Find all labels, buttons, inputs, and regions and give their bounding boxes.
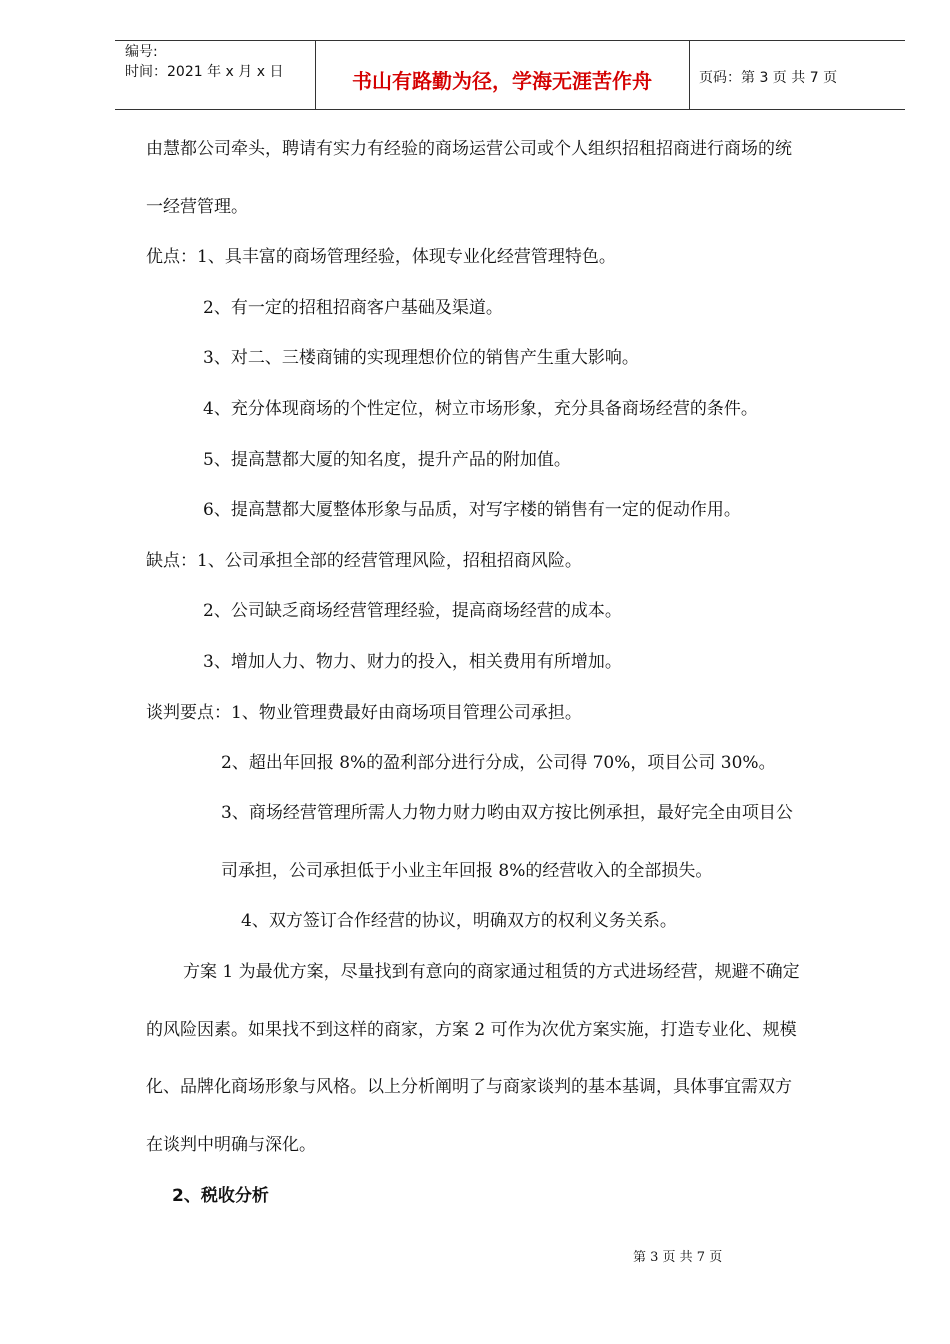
list-item: 6、提高慧都大厦整体形象与品质，对写字楼的销售有一定的促动作用。 [203,500,741,520]
paragraph-line: 方案 1 为最优方案，尽量找到有意向的商家通过租赁的方式进场经营，规避不确定 [183,962,800,982]
list-item-continued: 司承担，公司承担低于小业主年回报 8%的经营收入的全部损失。 [221,861,713,881]
list-item: 2、有一定的招租招商客户基础及渠道。 [203,298,503,318]
list-item: 4、双方签订合作经营的协议，明确双方的权利义务关系。 [241,911,677,931]
page-header [115,40,905,110]
header-info-cell [115,41,316,109]
header-page-cell [689,41,905,109]
page-footer: 第 3 页 共 7 页 [633,1250,723,1265]
list-item: 2、公司缺乏商场经营管理经验，提高商场经营的成本。 [203,601,622,621]
list-item: 3、增加人力、物力、财力的投入，相关费用有所增加。 [203,652,622,672]
list-item: 3、商场经营管理所需人力物力财力哟由双方按比例承担，最好完全由项目公 [221,803,793,823]
paragraph-line: 由慧都公司牵头，聘请有实力有经验的商场运营公司或个人组织招租招商进行商场的统 [146,139,792,159]
time-label: 时间：2021 年 x 月 x 日 [125,64,284,80]
paragraph-line: 化、品牌化商场形象与风格。以上分析阐明了与商家谈判的基本基调，具体事宜需双方 [146,1077,792,1097]
disadvantages-heading: 缺点：1、公司承担全部的经营管理风险，招租招商风险。 [146,551,582,571]
negotiation-heading: 谈判要点：1、物业管理费最好由商场项目管理公司承担。 [146,703,582,723]
list-item: 3、对二、三楼商铺的实现理想价位的销售产生重大影响。 [203,348,639,368]
paragraph-line: 在谈判中明确与深化。 [146,1135,316,1155]
serial-label: 编号: [125,44,158,60]
paragraph-line: 一经营管理。 [146,197,248,217]
header-motto-cell [315,41,690,109]
section-heading: 2、税收分析 [172,1186,269,1206]
list-item: 4、充分体现商场的个性定位，树立市场形象，充分具备商场经营的条件。 [203,399,758,419]
header-page-label: 页码：第 3 页 共 7 页 [699,70,838,86]
list-item: 2、超出年回报 8%的盈利部分进行分成，公司得 70%，项目公司 30%。 [221,753,776,773]
list-item: 5、提高慧都大厦的知名度，提升产品的附加值。 [203,450,571,470]
paragraph-line: 的风险因素。如果找不到这样的商家，方案 2 可作为次优方案实施，打造专业化、规模 [146,1020,797,1040]
advantages-heading: 优点：1、具丰富的商场管理经验，体现专业化经营管理特色。 [146,247,616,267]
motto-text: 书山有路勤为径，学海无涯苦作舟 [352,69,652,93]
